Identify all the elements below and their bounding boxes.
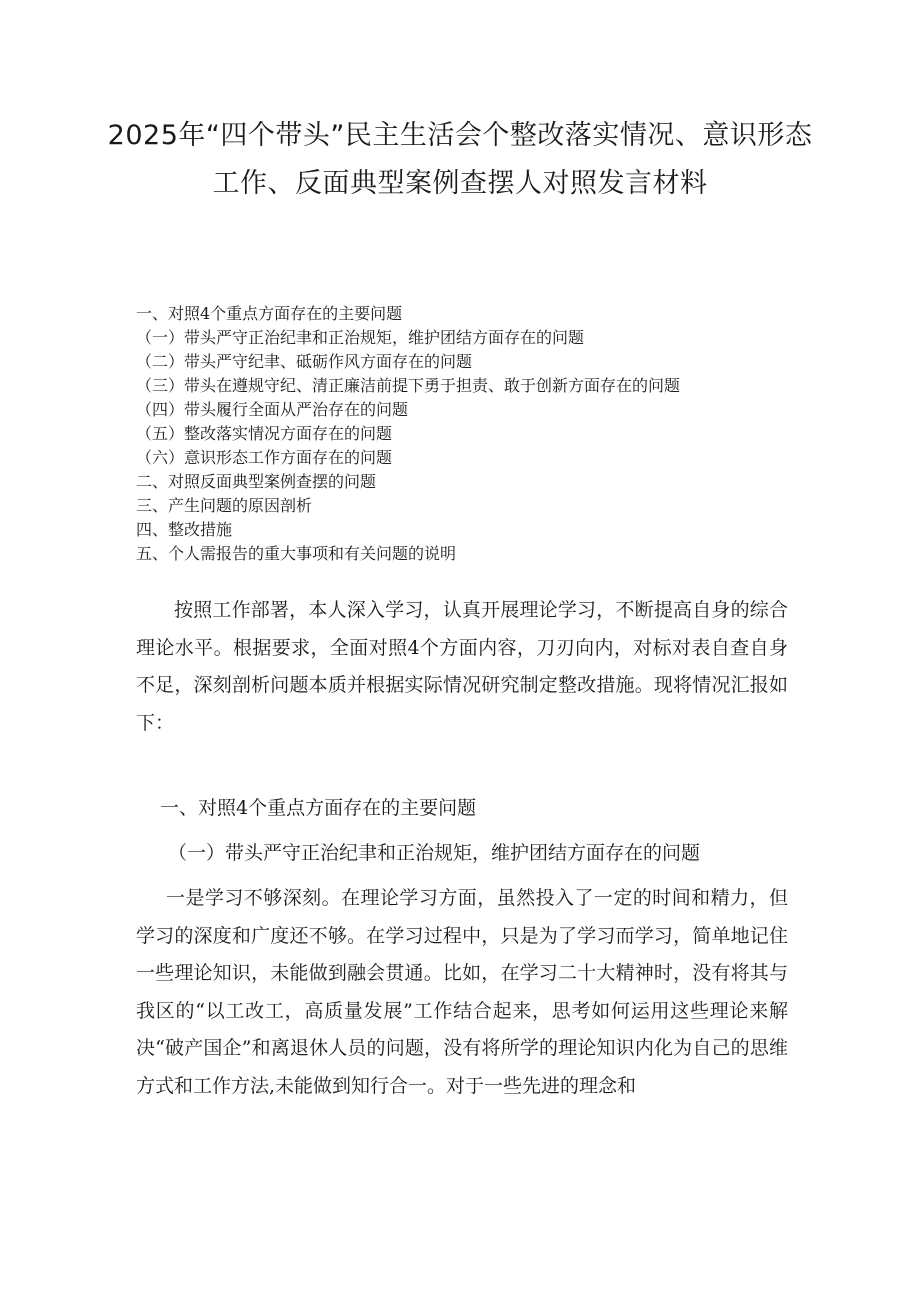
subsection-heading: （一）带头严守正治纪聿和正治规矩，维护团结方面存在的问题 (168, 842, 701, 864)
document-title: 2025年“四个带头”民主生活会个整改落实情况、意识形态工作、反面典型案例查摆人对照发言材料 (107, 120, 813, 199)
section-heading: 一、对照4个重点方面存在的主要问题 (160, 797, 477, 819)
toc-item: （五）整改落实情况方面存在的问题 (136, 424, 393, 443)
toc-item: 三、产生问题的原因剖析 (136, 496, 313, 515)
toc-item: （二）带头严守纪聿、砥砺作风方面存在的问题 (136, 352, 473, 371)
toc-item: 五、个人需报告的重大事项和有关问题的说明 (136, 544, 457, 563)
toc-item: （三）带头在遵规守纪、清正廉洁前提下勇于担责、敢于创新方面存在的问题 (136, 376, 681, 395)
toc-item: 四、整改措施 (136, 520, 233, 539)
toc-item: 一、对照4个重点方面存在的主要问题 (136, 304, 403, 323)
toc-item: （一）带头严守正治纪聿和正治规矩，维护团结方面存在的问题 (136, 328, 585, 347)
intro-paragraph: 按照工作部署，本人深入学习，认真开展理论学习，不断提高自身的综合理论水平。根据要求，全面对照4个方面内容，刀刃向内，对标对表自查自身不足，深刻剖析问题本质并根据实际情况研究制定整改措施。现将情况汇报如下： (136, 599, 788, 734)
main-paragraph: 一是学习不够深刻。在理论学习方面，虽然投入了一定的时间和精力，但学习的深度和广度还不够。在学习过程中，只是为了学习而学习，简单地记住一些理论知识，未能做到融会贯通。比如，在学习二十大精神时，没有将其与我区的“以工改工，高质量发展”工作结合起来，思考如何运用这些理论来解决“破产国企”和离退休人员的问题，没有将所学的理论知识内化为自己的思维方式和工作方法,未能做到知行合一。对于一些先进的理念和 (136, 887, 788, 1097)
table-of-contents (136, 302, 836, 566)
toc-item: （四）带头履行全面从严治存在的问题 (136, 400, 409, 419)
toc-item: 二、对照反面典型案例查摆的问题 (136, 472, 377, 491)
toc-item: （六）意识形态工作方面存在的问题 (136, 448, 393, 467)
